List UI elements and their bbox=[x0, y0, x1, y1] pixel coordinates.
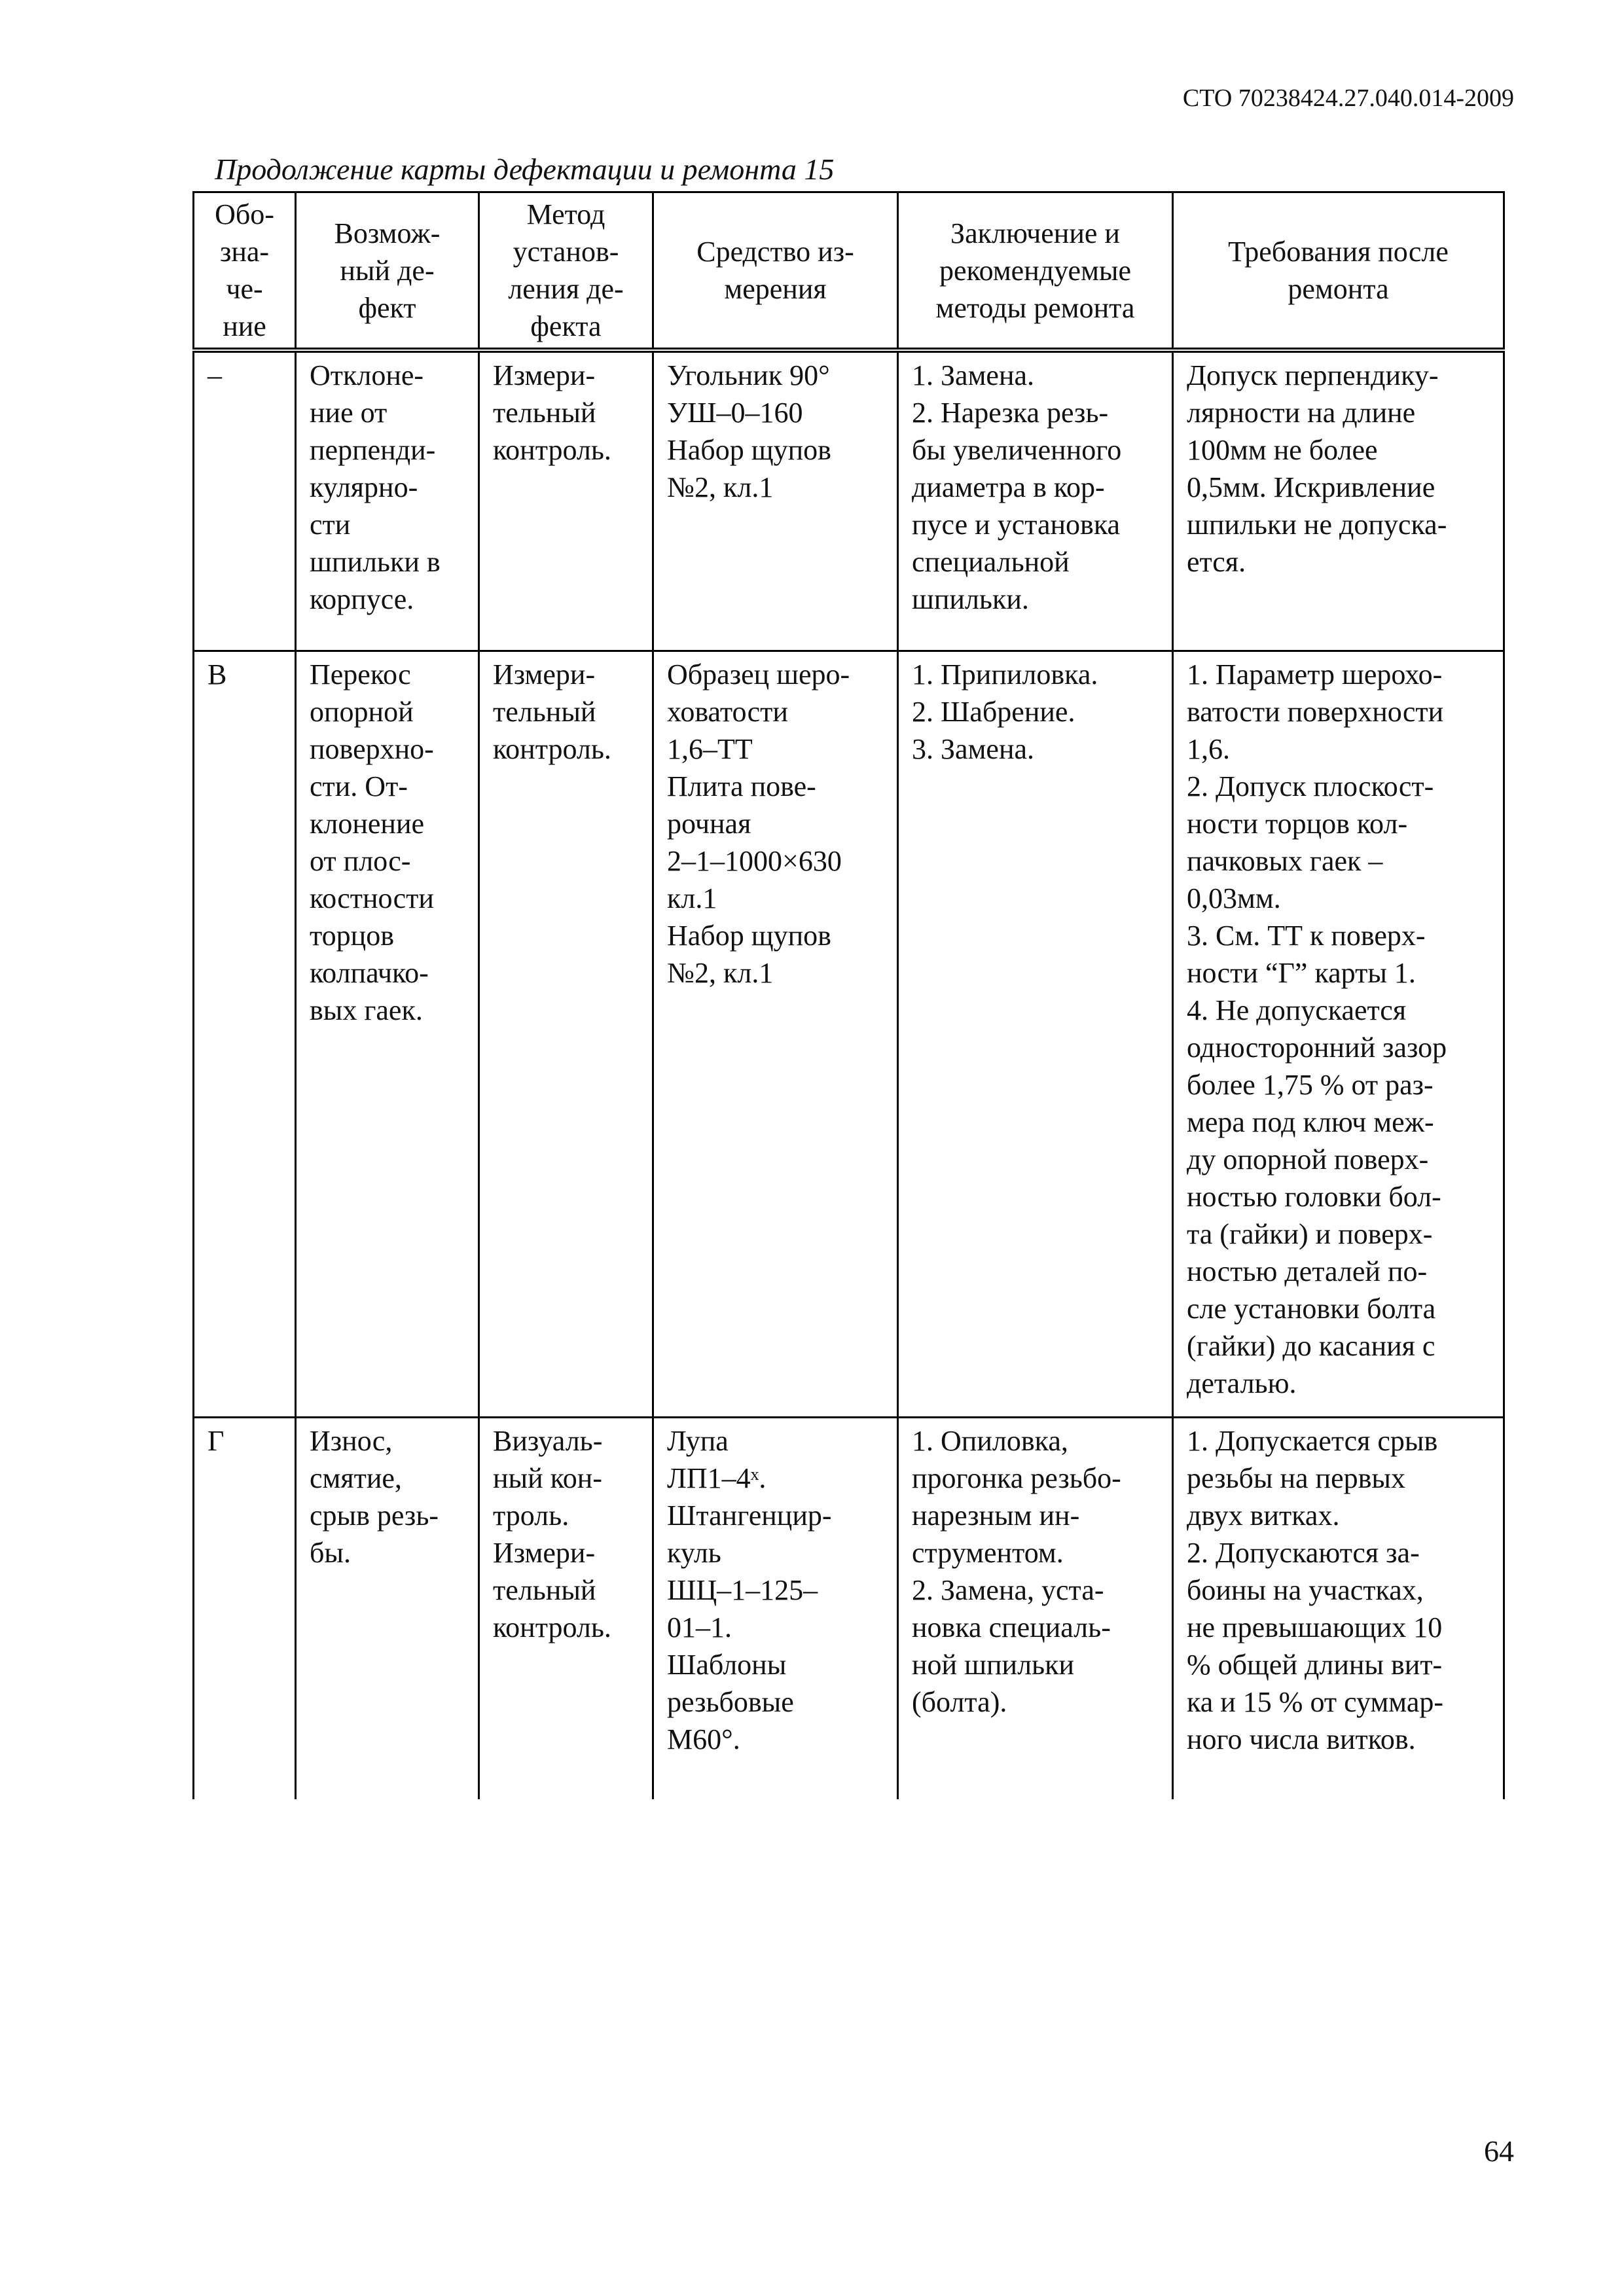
table-header-row bbox=[194, 192, 1504, 351]
method-cell: Измери- тельный контроль. bbox=[479, 350, 653, 651]
column-header-measuring-tool: Средство из- мерения bbox=[653, 192, 898, 351]
table-row bbox=[194, 350, 1504, 651]
designation-cell: Г bbox=[194, 1418, 296, 1800]
table-row bbox=[194, 1418, 1504, 1800]
column-header-requirements: Требования после ремонта bbox=[1173, 192, 1504, 351]
column-header-defect: Возмож- ный де- фект bbox=[296, 192, 479, 351]
requirements-cell: Допуск перпендику- лярности на длине 100мм не более 0,5мм. Искривление шпильки не допуска- ется. bbox=[1173, 350, 1504, 651]
designation-cell: – bbox=[194, 350, 296, 651]
column-header-method: Метод установ- ления де- фекта bbox=[479, 192, 653, 351]
column-header-designation: Обо- зна- че- ние bbox=[194, 192, 296, 351]
table-caption: Продолжение карты дефектации и ремонта 15 bbox=[215, 152, 835, 186]
defect-cell: Перекос опорной поверхно- сти. От- клонение от плос- костности торцов колпачко- вых гаек. bbox=[296, 651, 479, 1418]
column-header-conclusion: Заключение и рекомендуемые методы ремонта bbox=[898, 192, 1173, 351]
measuring-tool-cell: Угольник 90° УШ–0–160 Набор щупов №2, кл.1 bbox=[653, 350, 898, 651]
repair-method-cell: 1. Опиловка, прогонка резьбо- нарезным ин- струментом. 2. Замена, уста- новка специаль- ной шпильки (болта). bbox=[898, 1418, 1173, 1800]
table-row bbox=[194, 651, 1504, 1418]
requirements-cell: 1. Допускается срыв резьбы на первых двух витках. 2. Допускаются за- боины на участках, не превышающих 10 % общей длины вит- ка и 15 % от суммар- ного числа витков. bbox=[1173, 1418, 1504, 1800]
document-code: СТО 70238424.27.040.014-2009 bbox=[1182, 84, 1514, 112]
requirements-cell: 1. Параметр шерохо- ватости поверхности 1,6. 2. Допуск плоскост- ности торцов кол- пачковых гаек – 0,03мм. 3. См. ТТ к поверх- ности “Г” карты 1. 4. Не допускается односторонний зазор более 1,75 % от раз- мера под ключ меж- ду опорной поверх- ностью головки бол- та (гайки) и поверх- ностью деталей по- сле установки болта (гайки) до касания с деталью. bbox=[1173, 651, 1504, 1418]
repair-method-cell: 1. Замена. 2. Нарезка резь- бы увеличенного диаметра в кор- пусе и установка специальной шпильки. bbox=[898, 350, 1173, 651]
defect-cell: Отклоне- ние от перпенди- кулярно- сти шпильки в корпусе. bbox=[296, 350, 479, 651]
page-number: 64 bbox=[1484, 2134, 1514, 2168]
defect-repair-table bbox=[192, 191, 1505, 1799]
designation-cell: В bbox=[194, 651, 296, 1418]
measuring-tool-cell: Лупа ЛП1–4ˣ. Штангенцир- куль ШЦ–1–125– 01–1. Шаблоны резьбовые М60°. bbox=[653, 1418, 898, 1800]
method-cell: Визуаль- ный кон- троль. Измери- тельный контроль. bbox=[479, 1418, 653, 1800]
repair-method-cell: 1. Припиловка. 2. Шабрение. 3. Замена. bbox=[898, 651, 1173, 1418]
defect-cell: Износ, смятие, срыв резь- бы. bbox=[296, 1418, 479, 1800]
measuring-tool-cell: Образец шеро- ховатости 1,6–ТТ Плита пове- рочная 2–1–1000×630 кл.1 Набор щупов №2, кл.1 bbox=[653, 651, 898, 1418]
method-cell: Измери- тельный контроль. bbox=[479, 651, 653, 1418]
